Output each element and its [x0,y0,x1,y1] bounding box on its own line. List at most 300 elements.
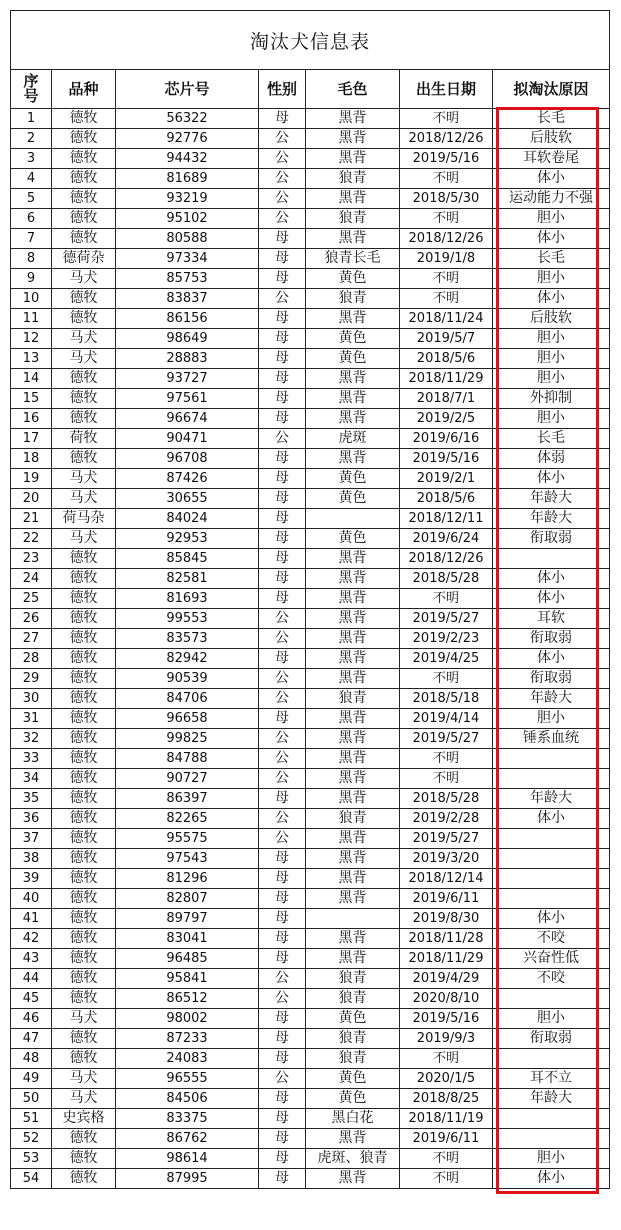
cell-breed[interactable]: 马犬 [52,1009,116,1029]
cell-coat[interactable]: 黑背 [306,549,400,569]
cell-breed[interactable]: 德牧 [52,949,116,969]
cell-chip[interactable]: 30655 [116,489,259,509]
cell-coat[interactable]: 狼青 [306,1049,400,1069]
cell-seq[interactable]: 6 [11,209,52,229]
cell-birth[interactable]: 2019/5/27 [400,829,493,849]
cell-sex[interactable]: 母 [259,509,306,529]
cell-birth[interactable]: 2020/8/10 [400,989,493,1009]
cell-chip[interactable]: 86156 [116,309,259,329]
cell-breed[interactable]: 德牧 [52,169,116,189]
cell-sex[interactable]: 母 [259,449,306,469]
cell-seq[interactable]: 37 [11,829,52,849]
cell-chip[interactable]: 83837 [116,289,259,309]
cell-breed[interactable]: 德牧 [52,409,116,429]
cell-chip[interactable]: 98614 [116,1149,259,1169]
cell-chip[interactable]: 99553 [116,609,259,629]
cell-birth[interactable]: 2018/5/30 [400,189,493,209]
cell-breed[interactable]: 德牧 [52,729,116,749]
cell-coat[interactable]: 狼青 [306,969,400,989]
cell-coat[interactable]: 黑背 [306,869,400,889]
cell-breed[interactable]: 德荷杂 [52,249,116,269]
cell-chip[interactable]: 93727 [116,369,259,389]
cell-birth[interactable]: 不明 [400,1149,493,1169]
cell-birth[interactable]: 2019/2/5 [400,409,493,429]
cell-seq[interactable]: 23 [11,549,52,569]
cell-birth[interactable]: 2019/5/16 [400,149,493,169]
cell-chip[interactable]: 97543 [116,849,259,869]
cell-breed[interactable]: 德牧 [52,689,116,709]
cell-chip[interactable]: 56322 [116,109,259,129]
cell-chip[interactable]: 87233 [116,1029,259,1049]
cell-chip[interactable]: 85753 [116,269,259,289]
cell-coat[interactable]: 黑背 [306,229,400,249]
cell-coat[interactable]: 黑背 [306,949,400,969]
cell-sex[interactable]: 公 [259,429,306,449]
cell-reason[interactable] [493,749,610,769]
cell-birth[interactable]: 2019/6/24 [400,529,493,549]
cell-birth[interactable]: 不明 [400,1049,493,1069]
cell-birth[interactable]: 2018/12/14 [400,869,493,889]
cell-chip[interactable]: 97561 [116,389,259,409]
cell-breed[interactable]: 德牧 [52,909,116,929]
cell-birth[interactable]: 2018/5/28 [400,569,493,589]
cell-seq[interactable]: 52 [11,1129,52,1149]
cell-reason[interactable] [493,769,610,789]
cell-breed[interactable]: 马犬 [52,1069,116,1089]
cell-sex[interactable]: 公 [259,189,306,209]
cell-reason[interactable]: 体小 [493,649,610,669]
cell-coat[interactable]: 黑背 [306,609,400,629]
cell-sex[interactable]: 母 [259,789,306,809]
cell-coat[interactable]: 黑背 [306,129,400,149]
cell-seq[interactable]: 33 [11,749,52,769]
cell-reason[interactable] [493,1129,610,1149]
cell-sex[interactable]: 母 [259,1129,306,1149]
cell-chip[interactable]: 96658 [116,709,259,729]
cell-breed[interactable]: 德牧 [52,109,116,129]
cell-birth[interactable]: 2019/6/11 [400,1129,493,1149]
cell-breed[interactable]: 德牧 [52,669,116,689]
cell-birth[interactable]: 不明 [400,769,493,789]
cell-coat[interactable]: 黄色 [306,1089,400,1109]
cell-seq[interactable]: 13 [11,349,52,369]
cell-breed[interactable]: 马犬 [52,329,116,349]
cell-birth[interactable]: 2019/2/23 [400,629,493,649]
cell-coat[interactable]: 狼青 [306,169,400,189]
cell-chip[interactable]: 28883 [116,349,259,369]
cell-birth[interactable]: 2019/5/7 [400,329,493,349]
cell-sex[interactable]: 母 [259,549,306,569]
cell-chip[interactable]: 83375 [116,1109,259,1129]
cell-breed[interactable]: 德牧 [52,969,116,989]
cell-coat[interactable]: 黑背 [306,849,400,869]
cell-sex[interactable]: 母 [259,369,306,389]
cell-sex[interactable]: 母 [259,649,306,669]
cell-reason[interactable]: 胆小 [493,709,610,729]
cell-seq[interactable]: 29 [11,669,52,689]
cell-sex[interactable]: 母 [259,929,306,949]
cell-sex[interactable]: 母 [259,849,306,869]
cell-sex[interactable]: 母 [259,1009,306,1029]
cell-coat[interactable]: 黑背 [306,1169,400,1189]
cell-sex[interactable]: 公 [259,289,306,309]
cell-seq[interactable]: 44 [11,969,52,989]
cell-birth[interactable]: 不明 [400,109,493,129]
cell-seq[interactable]: 22 [11,529,52,549]
cell-sex[interactable]: 母 [259,1049,306,1069]
cell-chip[interactable]: 82807 [116,889,259,909]
cell-reason[interactable]: 年龄大 [493,489,610,509]
cell-chip[interactable]: 96485 [116,949,259,969]
cell-chip[interactable]: 98649 [116,329,259,349]
cell-breed[interactable]: 荷牧 [52,429,116,449]
cell-reason[interactable]: 长毛 [493,429,610,449]
cell-chip[interactable]: 84024 [116,509,259,529]
cell-chip[interactable]: 95575 [116,829,259,849]
cell-chip[interactable]: 82265 [116,809,259,829]
cell-seq[interactable]: 38 [11,849,52,869]
cell-coat[interactable] [306,909,400,929]
cell-breed[interactable]: 德牧 [52,1129,116,1149]
cell-sex[interactable]: 公 [259,729,306,749]
cell-chip[interactable]: 83041 [116,929,259,949]
cell-sex[interactable]: 公 [259,149,306,169]
cell-seq[interactable]: 12 [11,329,52,349]
cell-chip[interactable]: 87995 [116,1169,259,1189]
cell-reason[interactable]: 胆小 [493,369,610,389]
cell-birth[interactable]: 2018/11/24 [400,309,493,329]
cell-sex[interactable]: 公 [259,809,306,829]
cell-reason[interactable]: 胆小 [493,1149,610,1169]
cell-breed[interactable]: 马犬 [52,469,116,489]
cell-coat[interactable]: 狼青 [306,289,400,309]
cell-reason[interactable] [493,989,610,1009]
cell-breed[interactable]: 德牧 [52,209,116,229]
cell-birth[interactable]: 不明 [400,1169,493,1189]
cell-seq[interactable]: 17 [11,429,52,449]
cell-reason[interactable]: 体小 [493,289,610,309]
cell-reason[interactable]: 不咬 [493,969,610,989]
cell-reason[interactable]: 后肢软 [493,309,610,329]
cell-breed[interactable]: 德牧 [52,309,116,329]
cell-birth[interactable]: 不明 [400,209,493,229]
cell-reason[interactable]: 耳软卷尾 [493,149,610,169]
cell-breed[interactable]: 德牧 [52,1169,116,1189]
cell-sex[interactable]: 公 [259,129,306,149]
cell-breed[interactable]: 德牧 [52,569,116,589]
cell-sex[interactable]: 母 [259,949,306,969]
cell-chip[interactable]: 81296 [116,869,259,889]
cell-seq[interactable]: 4 [11,169,52,189]
cell-seq[interactable]: 14 [11,369,52,389]
cell-breed[interactable]: 德牧 [52,929,116,949]
cell-sex[interactable]: 公 [259,989,306,1009]
cell-seq[interactable]: 27 [11,629,52,649]
cell-coat[interactable]: 黑背 [306,829,400,849]
cell-sex[interactable]: 母 [259,109,306,129]
cell-reason[interactable]: 胆小 [493,329,610,349]
cell-coat[interactable]: 黑背 [306,449,400,469]
cell-reason[interactable]: 体小 [493,569,610,589]
cell-reason[interactable]: 胆小 [493,349,610,369]
cell-sex[interactable]: 公 [259,209,306,229]
cell-chip[interactable]: 84788 [116,749,259,769]
cell-sex[interactable]: 母 [259,1149,306,1169]
cell-seq[interactable]: 28 [11,649,52,669]
cell-chip[interactable]: 92776 [116,129,259,149]
cell-coat[interactable]: 黑背 [306,789,400,809]
cell-chip[interactable]: 86397 [116,789,259,809]
cell-coat[interactable]: 黑背 [306,409,400,429]
cell-reason[interactable]: 衔取弱 [493,1029,610,1049]
cell-breed[interactable]: 德牧 [52,749,116,769]
cell-coat[interactable]: 黄色 [306,349,400,369]
cell-chip[interactable]: 93219 [116,189,259,209]
cell-birth[interactable]: 2019/9/3 [400,1029,493,1049]
cell-seq[interactable]: 32 [11,729,52,749]
cell-birth[interactable]: 2018/5/6 [400,349,493,369]
cell-chip[interactable]: 90539 [116,669,259,689]
cell-seq[interactable]: 10 [11,289,52,309]
cell-sex[interactable]: 母 [259,409,306,429]
cell-reason[interactable]: 年龄大 [493,689,610,709]
cell-coat[interactable]: 黑背 [306,769,400,789]
cell-chip[interactable]: 85845 [116,549,259,569]
cell-reason[interactable]: 后肢软 [493,129,610,149]
cell-birth[interactable]: 2018/8/25 [400,1089,493,1109]
cell-breed[interactable]: 德牧 [52,149,116,169]
cell-reason[interactable]: 体小 [493,169,610,189]
cell-reason[interactable]: 体弱 [493,449,610,469]
cell-sex[interactable]: 母 [259,589,306,609]
cell-breed[interactable]: 马犬 [52,489,116,509]
cell-breed[interactable]: 德牧 [52,449,116,469]
cell-seq[interactable]: 18 [11,449,52,469]
cell-reason[interactable] [493,869,610,889]
cell-seq[interactable]: 35 [11,789,52,809]
cell-reason[interactable]: 体小 [493,1169,610,1189]
cell-seq[interactable]: 30 [11,689,52,709]
cell-breed[interactable]: 德牧 [52,809,116,829]
cell-chip[interactable]: 86512 [116,989,259,1009]
cell-chip[interactable]: 81689 [116,169,259,189]
cell-chip[interactable]: 86762 [116,1129,259,1149]
cell-chip[interactable]: 97334 [116,249,259,269]
cell-seq[interactable]: 41 [11,909,52,929]
cell-seq[interactable]: 49 [11,1069,52,1089]
cell-sex[interactable]: 公 [259,829,306,849]
cell-reason[interactable] [493,549,610,569]
cell-seq[interactable]: 9 [11,269,52,289]
cell-coat[interactable]: 狼青 [306,809,400,829]
cell-seq[interactable]: 40 [11,889,52,909]
cell-chip[interactable]: 94432 [116,149,259,169]
cell-coat[interactable]: 狼青 [306,209,400,229]
cell-reason[interactable]: 衔取弱 [493,629,610,649]
cell-breed[interactable]: 德牧 [52,549,116,569]
cell-breed[interactable]: 德牧 [52,709,116,729]
cell-birth[interactable]: 2018/12/26 [400,129,493,149]
cell-breed[interactable]: 马犬 [52,529,116,549]
cell-birth[interactable]: 2018/11/29 [400,949,493,969]
cell-coat[interactable]: 黑背 [306,729,400,749]
cell-birth[interactable]: 不明 [400,289,493,309]
cell-reason[interactable]: 长毛 [493,249,610,269]
cell-coat[interactable]: 黑背 [306,369,400,389]
cell-chip[interactable]: 81693 [116,589,259,609]
cell-reason[interactable]: 体小 [493,469,610,489]
cell-birth[interactable]: 2019/5/16 [400,449,493,469]
cell-birth[interactable]: 2019/5/27 [400,609,493,629]
cell-chip[interactable]: 87426 [116,469,259,489]
cell-breed[interactable]: 德牧 [52,1049,116,1069]
cell-birth[interactable]: 2019/3/20 [400,849,493,869]
cell-seq[interactable]: 54 [11,1169,52,1189]
cell-coat[interactable]: 狼青 [306,989,400,1009]
cell-breed[interactable]: 德牧 [52,889,116,909]
cell-reason[interactable]: 衔取弱 [493,669,610,689]
cell-coat[interactable]: 黑背 [306,649,400,669]
cell-chip[interactable]: 90471 [116,429,259,449]
cell-reason[interactable]: 胆小 [493,209,610,229]
cell-breed[interactable]: 德牧 [52,989,116,1009]
cell-coat[interactable]: 黑背 [306,629,400,649]
cell-seq[interactable]: 20 [11,489,52,509]
cell-coat[interactable]: 黑背 [306,669,400,689]
cell-birth[interactable]: 2019/5/27 [400,729,493,749]
cell-breed[interactable]: 马犬 [52,1089,116,1109]
cell-sex[interactable]: 公 [259,609,306,629]
cell-sex[interactable]: 母 [259,489,306,509]
cell-reason[interactable]: 体小 [493,809,610,829]
cell-breed[interactable]: 德牧 [52,129,116,149]
cell-chip[interactable]: 96555 [116,1069,259,1089]
cell-coat[interactable]: 黑背 [306,309,400,329]
cell-seq[interactable]: 25 [11,589,52,609]
cell-coat[interactable]: 黑背 [306,109,400,129]
cell-sex[interactable]: 母 [259,869,306,889]
cell-seq[interactable]: 39 [11,869,52,889]
cell-chip[interactable]: 98002 [116,1009,259,1029]
cell-breed[interactable]: 德牧 [52,589,116,609]
cell-breed[interactable]: 德牧 [52,789,116,809]
cell-seq[interactable]: 8 [11,249,52,269]
cell-reason[interactable]: 体小 [493,909,610,929]
cell-birth[interactable]: 2018/11/19 [400,1109,493,1129]
cell-sex[interactable]: 公 [259,669,306,689]
cell-chip[interactable]: 84706 [116,689,259,709]
cell-breed[interactable]: 德牧 [52,289,116,309]
cell-birth[interactable]: 2018/11/29 [400,369,493,389]
cell-birth[interactable]: 2018/5/28 [400,789,493,809]
cell-reason[interactable]: 胆小 [493,269,610,289]
cell-reason[interactable] [493,1109,610,1129]
cell-chip[interactable]: 80588 [116,229,259,249]
cell-sex[interactable]: 公 [259,769,306,789]
cell-seq[interactable]: 47 [11,1029,52,1049]
cell-seq[interactable]: 3 [11,149,52,169]
cell-birth[interactable]: 2019/8/30 [400,909,493,929]
cell-sex[interactable]: 母 [259,1029,306,1049]
cell-sex[interactable]: 公 [259,749,306,769]
cell-birth[interactable]: 2019/2/28 [400,809,493,829]
cell-coat[interactable]: 虎斑 [306,429,400,449]
cell-breed[interactable]: 德牧 [52,769,116,789]
cell-coat[interactable]: 黄色 [306,489,400,509]
cell-sex[interactable]: 母 [259,309,306,329]
cell-coat[interactable] [306,509,400,529]
cell-breed[interactable]: 德牧 [52,609,116,629]
cell-sex[interactable]: 公 [259,689,306,709]
cell-coat[interactable]: 黄色 [306,1069,400,1089]
cell-birth[interactable]: 2018/5/18 [400,689,493,709]
cell-coat[interactable]: 狼青 [306,689,400,709]
cell-reason[interactable]: 锤系血统 [493,729,610,749]
cell-sex[interactable]: 母 [259,909,306,929]
cell-coat[interactable]: 黑白花 [306,1109,400,1129]
cell-coat[interactable]: 黑背 [306,1129,400,1149]
cell-chip[interactable]: 99825 [116,729,259,749]
cell-birth[interactable]: 2018/11/28 [400,929,493,949]
cell-reason[interactable]: 体小 [493,229,610,249]
cell-reason[interactable]: 兴奋性低 [493,949,610,969]
cell-reason[interactable]: 衔取弱 [493,529,610,549]
cell-breed[interactable]: 德牧 [52,829,116,849]
cell-breed[interactable]: 德牧 [52,389,116,409]
cell-birth[interactable]: 2018/12/11 [400,509,493,529]
cell-chip[interactable]: 95841 [116,969,259,989]
cell-sex[interactable]: 母 [259,389,306,409]
cell-birth[interactable]: 不明 [400,169,493,189]
cell-birth[interactable]: 2018/5/6 [400,489,493,509]
cell-seq[interactable]: 50 [11,1089,52,1109]
cell-reason[interactable]: 长毛 [493,109,610,129]
cell-breed[interactable]: 德牧 [52,849,116,869]
cell-seq[interactable]: 26 [11,609,52,629]
cell-sex[interactable]: 母 [259,329,306,349]
cell-reason[interactable]: 运动能力不强 [493,189,610,209]
cell-sex[interactable]: 母 [259,469,306,489]
cell-birth[interactable]: 不明 [400,269,493,289]
cell-breed[interactable]: 德牧 [52,229,116,249]
cell-sex[interactable]: 公 [259,1069,306,1089]
cell-breed[interactable]: 德牧 [52,869,116,889]
cell-birth[interactable]: 2019/4/25 [400,649,493,669]
cell-birth[interactable]: 2019/1/8 [400,249,493,269]
cell-seq[interactable]: 7 [11,229,52,249]
cell-coat[interactable]: 黄色 [306,529,400,549]
cell-coat[interactable]: 黑背 [306,709,400,729]
cell-chip[interactable]: 96708 [116,449,259,469]
cell-birth[interactable]: 不明 [400,749,493,769]
cell-coat[interactable]: 黑背 [306,149,400,169]
cell-seq[interactable]: 15 [11,389,52,409]
cell-seq[interactable]: 53 [11,1149,52,1169]
cell-birth[interactable]: 2019/2/1 [400,469,493,489]
cell-sex[interactable]: 母 [259,889,306,909]
cell-sex[interactable]: 母 [259,249,306,269]
cell-breed[interactable]: 德牧 [52,629,116,649]
cell-reason[interactable]: 胆小 [493,1009,610,1029]
cell-seq[interactable]: 1 [11,109,52,129]
cell-breed[interactable]: 德牧 [52,189,116,209]
cell-seq[interactable]: 31 [11,709,52,729]
cell-reason[interactable]: 耳不立 [493,1069,610,1089]
cell-birth[interactable]: 不明 [400,589,493,609]
cell-coat[interactable]: 黑背 [306,189,400,209]
cell-seq[interactable]: 48 [11,1049,52,1069]
cell-coat[interactable]: 黑背 [306,929,400,949]
